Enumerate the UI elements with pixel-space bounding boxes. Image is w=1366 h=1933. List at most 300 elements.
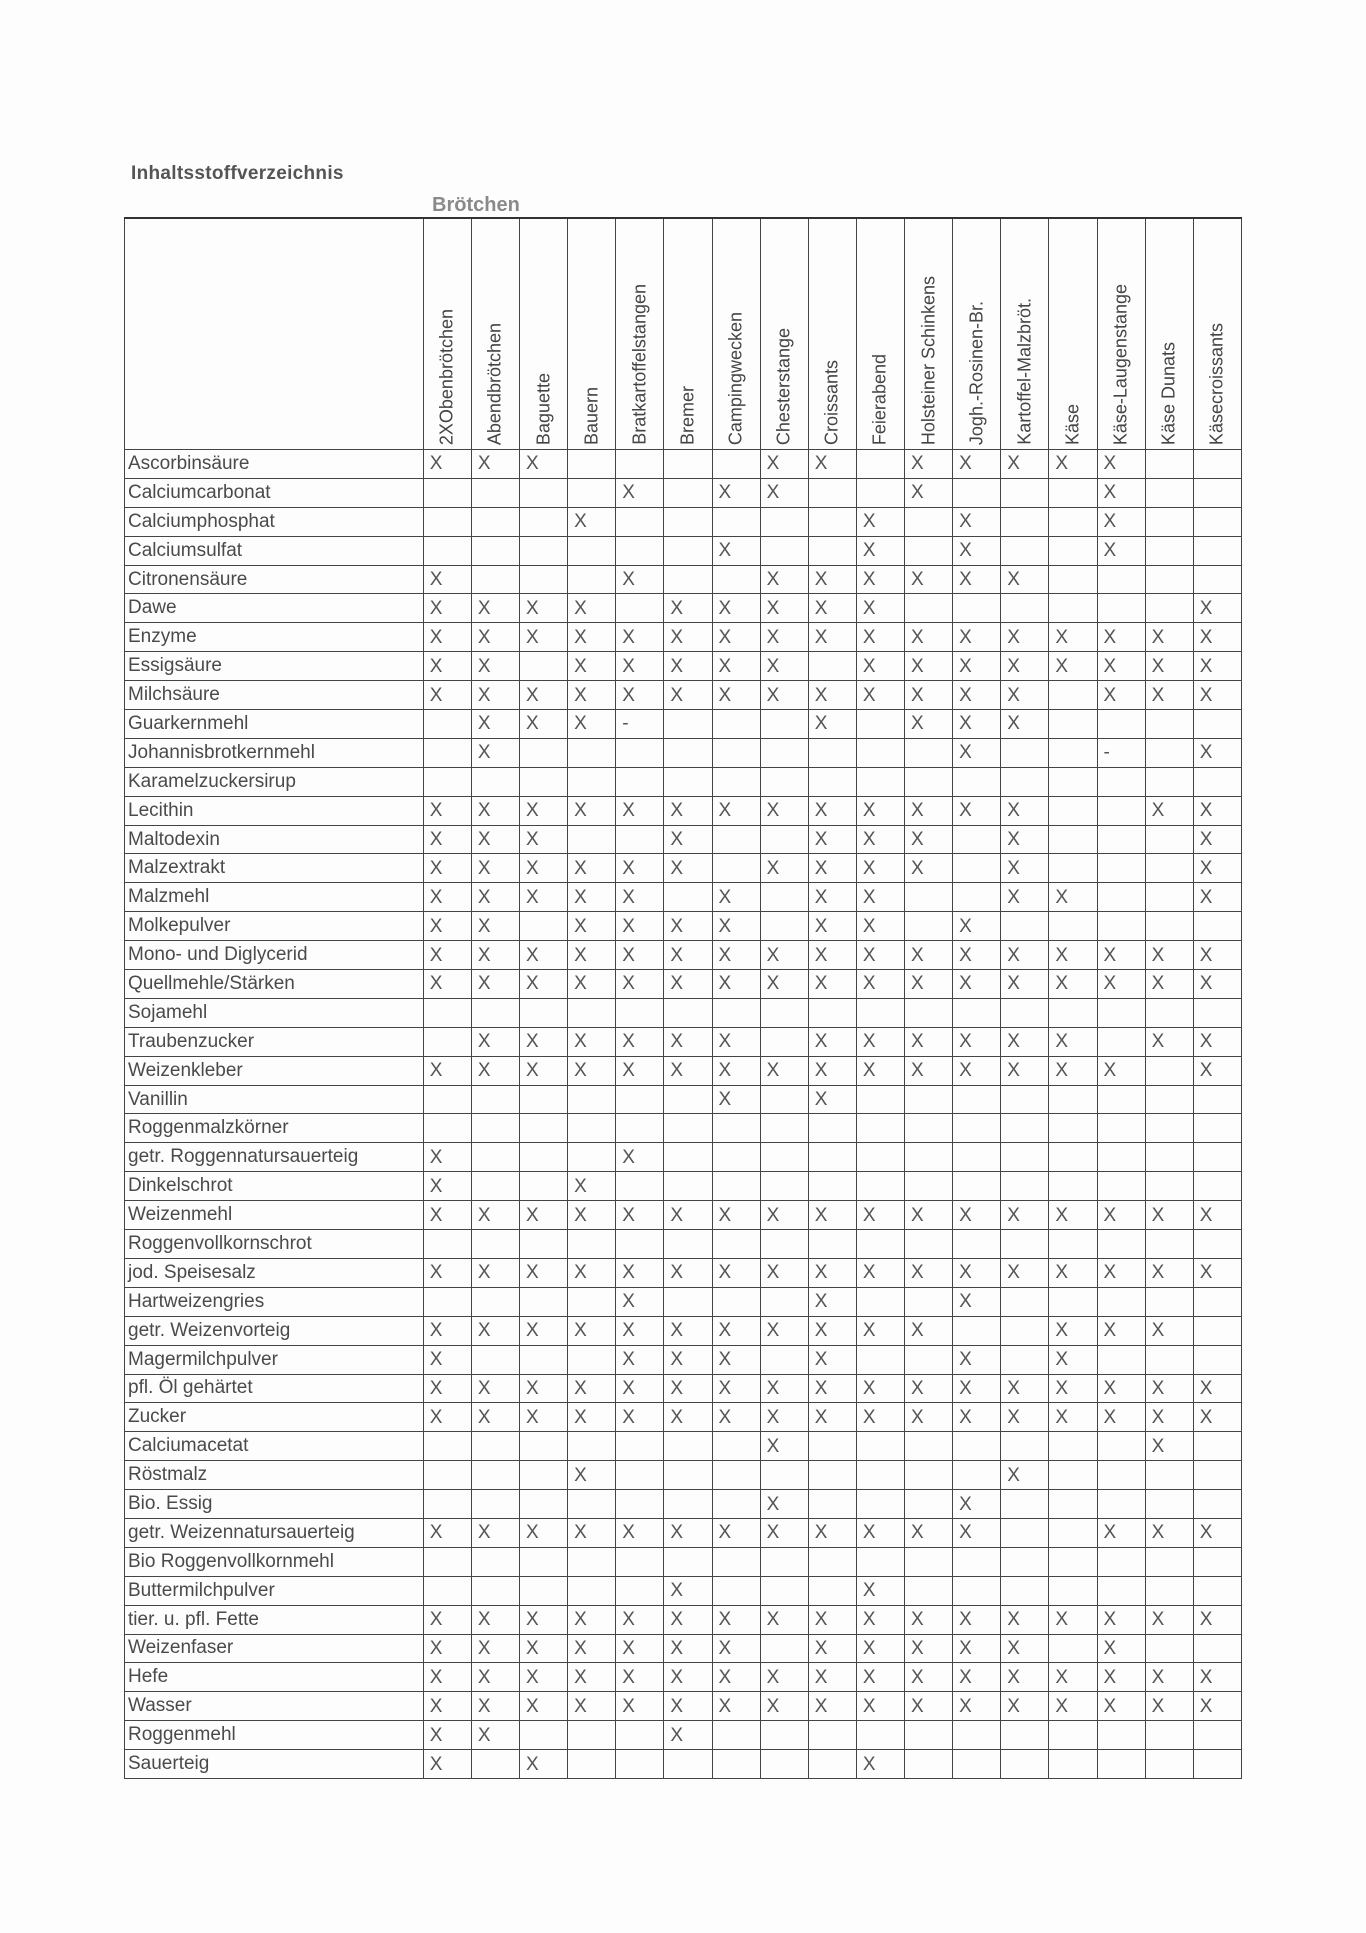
ingredient-mark-cell: X: [1097, 450, 1145, 479]
ingredient-name: Molkepulver: [125, 912, 424, 941]
ingredient-name: Calciumacetat: [125, 1432, 424, 1461]
ingredient-mark-cell: X: [568, 1634, 616, 1663]
ingredient-mark-cell: [616, 450, 664, 479]
ingredient-mark-cell: [760, 738, 808, 767]
ingredient-mark-cell: -: [1097, 738, 1145, 767]
ingredient-mark-cell: X: [712, 1085, 760, 1114]
ingredient-mark-cell: [760, 1461, 808, 1490]
ingredient-mark-cell: [808, 478, 856, 507]
ingredient-mark-cell: X: [471, 1201, 519, 1230]
ingredient-mark-cell: [1049, 1172, 1097, 1201]
ingredient-mark-cell: [808, 652, 856, 681]
ingredient-mark-cell: X: [712, 1027, 760, 1056]
ingredient-mark-cell: [471, 478, 519, 507]
table-row: [125, 1605, 1242, 1634]
ingredient-mark-cell: X: [664, 941, 712, 970]
ingredient-mark-cell: X: [520, 1605, 568, 1634]
ingredient-mark-cell: X: [856, 681, 904, 710]
ingredient-mark-cell: X: [568, 1316, 616, 1345]
ingredient-mark-cell: X: [1049, 1374, 1097, 1403]
ingredient-mark-cell: X: [808, 450, 856, 479]
table-row: [125, 1085, 1242, 1114]
ingredient-mark-cell: X: [712, 536, 760, 565]
ingredient-mark-cell: [905, 998, 953, 1027]
column-header-product: [760, 218, 808, 450]
ingredient-mark-cell: [471, 536, 519, 565]
ingredient-mark-cell: X: [1097, 1258, 1145, 1287]
ingredient-mark-cell: X: [760, 1432, 808, 1461]
table-row: [125, 1518, 1242, 1547]
ingredient-mark-cell: [1145, 1172, 1193, 1201]
ingredient-mark-cell: [664, 998, 712, 1027]
ingredient-mark-cell: [1049, 1721, 1097, 1750]
ingredient-mark-cell: [1193, 1721, 1241, 1750]
ingredient-mark-cell: X: [520, 1258, 568, 1287]
ingredient-mark-cell: [1145, 1287, 1193, 1316]
table-row: [125, 1114, 1242, 1143]
ingredient-mark-cell: [1001, 1750, 1049, 1779]
ingredient-mark-cell: [1001, 1547, 1049, 1576]
ingredient-mark-cell: [520, 912, 568, 941]
ingredient-mark-cell: X: [520, 1663, 568, 1692]
ingredient-mark-cell: X: [423, 1605, 471, 1634]
ingredient-mark-cell: [520, 1547, 568, 1576]
ingredient-mark-cell: X: [568, 1027, 616, 1056]
ingredient-name: Calciumphosphat: [125, 507, 424, 536]
ingredient-mark-cell: [664, 565, 712, 594]
ingredient-mark-cell: X: [471, 1374, 519, 1403]
ingredient-mark-cell: [568, 767, 616, 796]
ingredient-mark-cell: X: [712, 1692, 760, 1721]
ingredient-mark-cell: X: [856, 507, 904, 536]
ingredients-table-wrapper: [124, 217, 1242, 1779]
ingredient-name: Hefe: [125, 1663, 424, 1692]
ingredient-mark-cell: X: [1049, 652, 1097, 681]
ingredient-mark-cell: X: [953, 1518, 1001, 1547]
ingredient-name: Calciumsulfat: [125, 536, 424, 565]
ingredient-mark-cell: X: [760, 681, 808, 710]
ingredient-mark-cell: [520, 507, 568, 536]
ingredient-mark-cell: X: [808, 912, 856, 941]
ingredient-mark-cell: X: [808, 941, 856, 970]
ingredient-mark-cell: [1193, 1345, 1241, 1374]
ingredient-mark-cell: [568, 1547, 616, 1576]
ingredient-mark-cell: X: [568, 883, 616, 912]
ingredient-mark-cell: X: [423, 1143, 471, 1172]
ingredient-mark-cell: [808, 1547, 856, 1576]
ingredient-mark-cell: X: [616, 1258, 664, 1287]
ingredient-mark-cell: X: [1049, 970, 1097, 999]
ingredient-mark-cell: [1145, 1056, 1193, 1085]
ingredient-mark-cell: X: [856, 825, 904, 854]
ingredient-mark-cell: X: [664, 652, 712, 681]
ingredient-mark-cell: X: [1145, 1692, 1193, 1721]
ingredient-mark-cell: [953, 767, 1001, 796]
ingredient-mark-cell: [520, 1345, 568, 1374]
table-row: [125, 681, 1242, 710]
ingredient-mark-cell: X: [953, 1692, 1001, 1721]
ingredient-mark-cell: X: [471, 450, 519, 479]
ingredient-mark-cell: [520, 1461, 568, 1490]
ingredient-mark-cell: X: [856, 1374, 904, 1403]
ingredient-mark-cell: X: [808, 1056, 856, 1085]
ingredient-mark-cell: [905, 1461, 953, 1490]
ingredient-mark-cell: [905, 1172, 953, 1201]
ingredient-mark-cell: X: [616, 912, 664, 941]
ingredient-mark-cell: X: [664, 1518, 712, 1547]
ingredient-mark-cell: [1097, 594, 1145, 623]
ingredient-mark-cell: X: [856, 854, 904, 883]
table-row: [125, 1576, 1242, 1605]
ingredient-mark-cell: X: [808, 796, 856, 825]
ingredient-mark-cell: X: [1049, 883, 1097, 912]
ingredient-mark-cell: X: [1001, 1605, 1049, 1634]
ingredient-mark-cell: [1097, 710, 1145, 739]
column-header-product: [808, 218, 856, 450]
ingredient-mark-cell: [1145, 998, 1193, 1027]
ingredient-mark-cell: X: [905, 1605, 953, 1634]
table-row: [125, 1345, 1242, 1374]
ingredient-mark-cell: [471, 1490, 519, 1519]
column-header-product: [1049, 218, 1097, 450]
ingredient-mark-cell: [423, 1114, 471, 1143]
ingredient-mark-cell: X: [1097, 1056, 1145, 1085]
ingredient-mark-cell: X: [712, 1374, 760, 1403]
ingredient-mark-cell: X: [664, 1721, 712, 1750]
ingredient-mark-cell: [905, 1345, 953, 1374]
ingredient-mark-cell: X: [856, 1576, 904, 1605]
ingredient-mark-cell: X: [760, 1201, 808, 1230]
ingredient-mark-cell: X: [953, 681, 1001, 710]
ingredient-mark-cell: X: [1001, 1201, 1049, 1230]
ingredient-mark-cell: [953, 825, 1001, 854]
ingredient-mark-cell: X: [808, 1692, 856, 1721]
ingredient-mark-cell: [1193, 1143, 1241, 1172]
ingredient-mark-cell: X: [471, 1056, 519, 1085]
ingredient-mark-cell: [953, 1547, 1001, 1576]
ingredient-mark-cell: X: [760, 941, 808, 970]
ingredient-mark-cell: X: [423, 652, 471, 681]
ingredient-mark-cell: X: [1049, 1345, 1097, 1374]
ingredient-mark-cell: X: [953, 623, 1001, 652]
ingredient-mark-cell: X: [856, 912, 904, 941]
ingredient-mark-cell: X: [712, 1663, 760, 1692]
ingredient-mark-cell: [808, 507, 856, 536]
ingredient-mark-cell: [905, 507, 953, 536]
ingredient-name: Bio. Essig: [125, 1490, 424, 1519]
ingredient-mark-cell: X: [808, 1201, 856, 1230]
ingredient-mark-cell: [808, 767, 856, 796]
ingredient-mark-cell: [856, 710, 904, 739]
ingredient-mark-cell: X: [471, 1605, 519, 1634]
ingredient-mark-cell: [712, 825, 760, 854]
column-header-product: [905, 218, 953, 450]
ingredient-mark-cell: [760, 536, 808, 565]
ingredient-mark-cell: X: [520, 1316, 568, 1345]
ingredient-mark-cell: X: [616, 478, 664, 507]
ingredient-mark-cell: X: [856, 1692, 904, 1721]
ingredient-mark-cell: [1097, 1490, 1145, 1519]
ingredient-mark-cell: [1097, 883, 1145, 912]
ingredient-mark-cell: X: [760, 796, 808, 825]
ingredient-mark-cell: [953, 854, 1001, 883]
ingredient-mark-cell: X: [760, 623, 808, 652]
ingredient-mark-cell: X: [423, 912, 471, 941]
ingredient-mark-cell: X: [471, 796, 519, 825]
ingredient-mark-cell: X: [808, 854, 856, 883]
ingredient-mark-cell: X: [1049, 1056, 1097, 1085]
ingredient-mark-cell: X: [1001, 1027, 1049, 1056]
ingredient-mark-cell: [1001, 998, 1049, 1027]
table-row: [125, 825, 1242, 854]
ingredient-mark-cell: X: [664, 594, 712, 623]
ingredient-mark-cell: [568, 825, 616, 854]
ingredient-mark-cell: [520, 1230, 568, 1259]
ingredient-mark-cell: X: [808, 1374, 856, 1403]
ingredient-mark-cell: -: [616, 710, 664, 739]
ingredient-mark-cell: [1145, 1085, 1193, 1114]
ingredient-mark-cell: [568, 1576, 616, 1605]
ingredient-mark-cell: X: [953, 1027, 1001, 1056]
ingredient-mark-cell: [1145, 710, 1193, 739]
ingredient-mark-cell: X: [1001, 825, 1049, 854]
ingredient-mark-cell: X: [905, 450, 953, 479]
ingredient-mark-cell: X: [520, 825, 568, 854]
ingredient-mark-cell: X: [423, 565, 471, 594]
ingredient-mark-cell: X: [905, 1663, 953, 1692]
ingredient-mark-cell: X: [471, 854, 519, 883]
ingredient-mark-cell: [1193, 767, 1241, 796]
ingredient-mark-cell: [664, 1547, 712, 1576]
product-label: Holsteiner Schinkens: [918, 275, 939, 445]
ingredient-mark-cell: X: [1145, 652, 1193, 681]
ingredient-mark-cell: X: [856, 1518, 904, 1547]
ingredient-mark-cell: [1049, 1085, 1097, 1114]
ingredient-mark-cell: [1097, 1230, 1145, 1259]
ingredient-mark-cell: X: [616, 1518, 664, 1547]
ingredient-mark-cell: X: [568, 1374, 616, 1403]
ingredient-mark-cell: [1001, 1576, 1049, 1605]
column-header-product: [664, 218, 712, 450]
ingredient-mark-cell: [760, 1114, 808, 1143]
ingredient-mark-cell: [905, 536, 953, 565]
ingredient-mark-cell: [1193, 507, 1241, 536]
ingredient-mark-cell: X: [616, 565, 664, 594]
ingredient-mark-cell: X: [953, 1258, 1001, 1287]
ingredient-mark-cell: X: [856, 1201, 904, 1230]
ingredient-mark-cell: X: [712, 681, 760, 710]
ingredient-mark-cell: [712, 565, 760, 594]
ingredient-mark-cell: X: [856, 883, 904, 912]
ingredient-mark-cell: X: [1145, 623, 1193, 652]
ingredient-mark-cell: X: [520, 796, 568, 825]
table-row: [125, 1287, 1242, 1316]
ingredient-mark-cell: [664, 1085, 712, 1114]
ingredient-mark-cell: [712, 1461, 760, 1490]
ingredient-mark-cell: X: [1097, 1692, 1145, 1721]
product-label: Käse-Laugenstange: [1110, 283, 1131, 445]
ingredient-mark-cell: [568, 1432, 616, 1461]
ingredient-mark-cell: [423, 738, 471, 767]
ingredient-mark-cell: [471, 998, 519, 1027]
ingredient-mark-cell: X: [808, 1316, 856, 1345]
ingredient-mark-cell: [568, 536, 616, 565]
ingredient-mark-cell: X: [664, 1403, 712, 1432]
ingredient-mark-cell: X: [1097, 652, 1145, 681]
ingredient-mark-cell: X: [520, 1634, 568, 1663]
ingredient-mark-cell: X: [712, 970, 760, 999]
ingredient-mark-cell: X: [808, 1403, 856, 1432]
ingredient-name: Dinkelschrot: [125, 1172, 424, 1201]
ingredient-mark-cell: X: [568, 623, 616, 652]
ingredient-mark-cell: X: [1097, 1403, 1145, 1432]
ingredient-name: Weizenkleber: [125, 1056, 424, 1085]
table-row: [125, 1143, 1242, 1172]
ingredient-name: Guarkernmehl: [125, 710, 424, 739]
ingredient-name: Weizenmehl: [125, 1201, 424, 1230]
ingredient-mark-cell: X: [1145, 970, 1193, 999]
ingredient-mark-cell: [953, 883, 1001, 912]
ingredient-mark-cell: X: [568, 796, 616, 825]
ingredient-mark-cell: X: [520, 1403, 568, 1432]
ingredient-mark-cell: X: [1193, 970, 1241, 999]
ingredient-mark-cell: X: [1097, 1518, 1145, 1547]
ingredient-mark-cell: [1001, 594, 1049, 623]
ingredient-mark-cell: X: [712, 1316, 760, 1345]
ingredient-mark-cell: [1049, 854, 1097, 883]
ingredient-mark-cell: [664, 1287, 712, 1316]
ingredient-mark-cell: [1145, 767, 1193, 796]
ingredient-mark-cell: X: [520, 594, 568, 623]
ingredient-mark-cell: X: [953, 710, 1001, 739]
ingredient-mark-cell: X: [1097, 1605, 1145, 1634]
ingredient-name: Bio Roggenvollkornmehl: [125, 1547, 424, 1576]
ingredient-mark-cell: X: [712, 478, 760, 507]
ingredient-name: Malzmehl: [125, 883, 424, 912]
ingredient-mark-cell: X: [953, 1374, 1001, 1403]
ingredient-mark-cell: X: [1049, 1403, 1097, 1432]
ingredient-mark-cell: [1145, 738, 1193, 767]
ingredient-mark-cell: [905, 1576, 953, 1605]
ingredient-mark-cell: X: [808, 1518, 856, 1547]
ingredient-mark-cell: X: [664, 1201, 712, 1230]
ingredient-mark-cell: [760, 1143, 808, 1172]
ingredient-mark-cell: [856, 1143, 904, 1172]
ingredient-mark-cell: [760, 710, 808, 739]
ingredient-name: Hartweizengries: [125, 1287, 424, 1316]
table-row: [125, 1547, 1242, 1576]
ingredient-mark-cell: [423, 1230, 471, 1259]
ingredient-mark-cell: [423, 478, 471, 507]
ingredient-name: Malzextrakt: [125, 854, 424, 883]
ingredient-mark-cell: X: [568, 1403, 616, 1432]
ingredient-mark-cell: X: [953, 1201, 1001, 1230]
ingredient-mark-cell: [760, 998, 808, 1027]
ingredient-mark-cell: [616, 1721, 664, 1750]
ingredient-mark-cell: [423, 998, 471, 1027]
ingredient-mark-cell: X: [664, 970, 712, 999]
ingredient-mark-cell: [905, 912, 953, 941]
ingredient-mark-cell: X: [1145, 941, 1193, 970]
ingredient-mark-cell: X: [1193, 623, 1241, 652]
ingredient-mark-cell: X: [568, 1258, 616, 1287]
ingredient-mark-cell: [1145, 536, 1193, 565]
ingredient-mark-cell: [568, 1750, 616, 1779]
ingredient-mark-cell: [520, 1432, 568, 1461]
ingredient-mark-cell: X: [760, 1403, 808, 1432]
ingredient-mark-cell: [856, 767, 904, 796]
ingredient-mark-cell: [1145, 825, 1193, 854]
ingredient-mark-cell: X: [471, 710, 519, 739]
ingredient-mark-cell: X: [1193, 1692, 1241, 1721]
ingredient-mark-cell: X: [953, 970, 1001, 999]
ingredient-mark-cell: [760, 1750, 808, 1779]
table-row: [125, 478, 1242, 507]
ingredient-mark-cell: X: [471, 912, 519, 941]
ingredient-mark-cell: X: [760, 1605, 808, 1634]
ingredient-mark-cell: [1193, 1634, 1241, 1663]
ingredient-mark-cell: X: [664, 1056, 712, 1085]
ingredient-mark-cell: [760, 1345, 808, 1374]
ingredient-mark-cell: X: [856, 970, 904, 999]
ingredient-mark-cell: X: [760, 1692, 808, 1721]
ingredient-name: Essigsäure: [125, 652, 424, 681]
ingredient-mark-cell: [808, 1143, 856, 1172]
ingredient-mark-cell: [1001, 536, 1049, 565]
ingredient-mark-cell: [953, 998, 1001, 1027]
ingredient-mark-cell: [471, 1750, 519, 1779]
ingredient-mark-cell: [471, 1576, 519, 1605]
ingredient-mark-cell: [712, 1287, 760, 1316]
ingredient-name: getr. Weizenvorteig: [125, 1316, 424, 1345]
ingredient-mark-cell: X: [1193, 1374, 1241, 1403]
ingredient-mark-cell: [1193, 450, 1241, 479]
ingredient-mark-cell: [712, 854, 760, 883]
ingredient-mark-cell: [616, 1114, 664, 1143]
ingredient-mark-cell: X: [953, 941, 1001, 970]
ingredient-mark-cell: X: [520, 883, 568, 912]
ingredient-mark-cell: [760, 1576, 808, 1605]
ingredient-mark-cell: [664, 507, 712, 536]
ingredient-mark-cell: X: [471, 1518, 519, 1547]
ingredient-mark-cell: X: [616, 854, 664, 883]
ingredient-mark-cell: [568, 1721, 616, 1750]
table-row: [125, 998, 1242, 1027]
ingredient-mark-cell: X: [712, 1056, 760, 1085]
ingredient-mark-cell: [1193, 1230, 1241, 1259]
table-row: [125, 536, 1242, 565]
ingredient-mark-cell: [905, 1432, 953, 1461]
ingredient-mark-cell: [760, 1721, 808, 1750]
column-header-product: [1193, 218, 1241, 450]
ingredient-mark-cell: [856, 1547, 904, 1576]
ingredient-mark-cell: X: [520, 854, 568, 883]
product-label: Chesterstange: [773, 327, 794, 445]
ingredient-mark-cell: X: [616, 1605, 664, 1634]
ingredient-mark-cell: [1049, 1634, 1097, 1663]
ingredient-mark-cell: [856, 1432, 904, 1461]
ingredients-table: [124, 217, 1242, 1779]
ingredient-mark-cell: [664, 478, 712, 507]
ingredient-mark-cell: X: [664, 681, 712, 710]
ingredient-mark-cell: [1193, 912, 1241, 941]
ingredient-mark-cell: [712, 1721, 760, 1750]
ingredient-mark-cell: X: [953, 536, 1001, 565]
ingredient-mark-cell: [1049, 1750, 1097, 1779]
ingredient-mark-cell: [953, 1114, 1001, 1143]
ingredient-mark-cell: X: [616, 970, 664, 999]
ingredient-mark-cell: X: [905, 652, 953, 681]
